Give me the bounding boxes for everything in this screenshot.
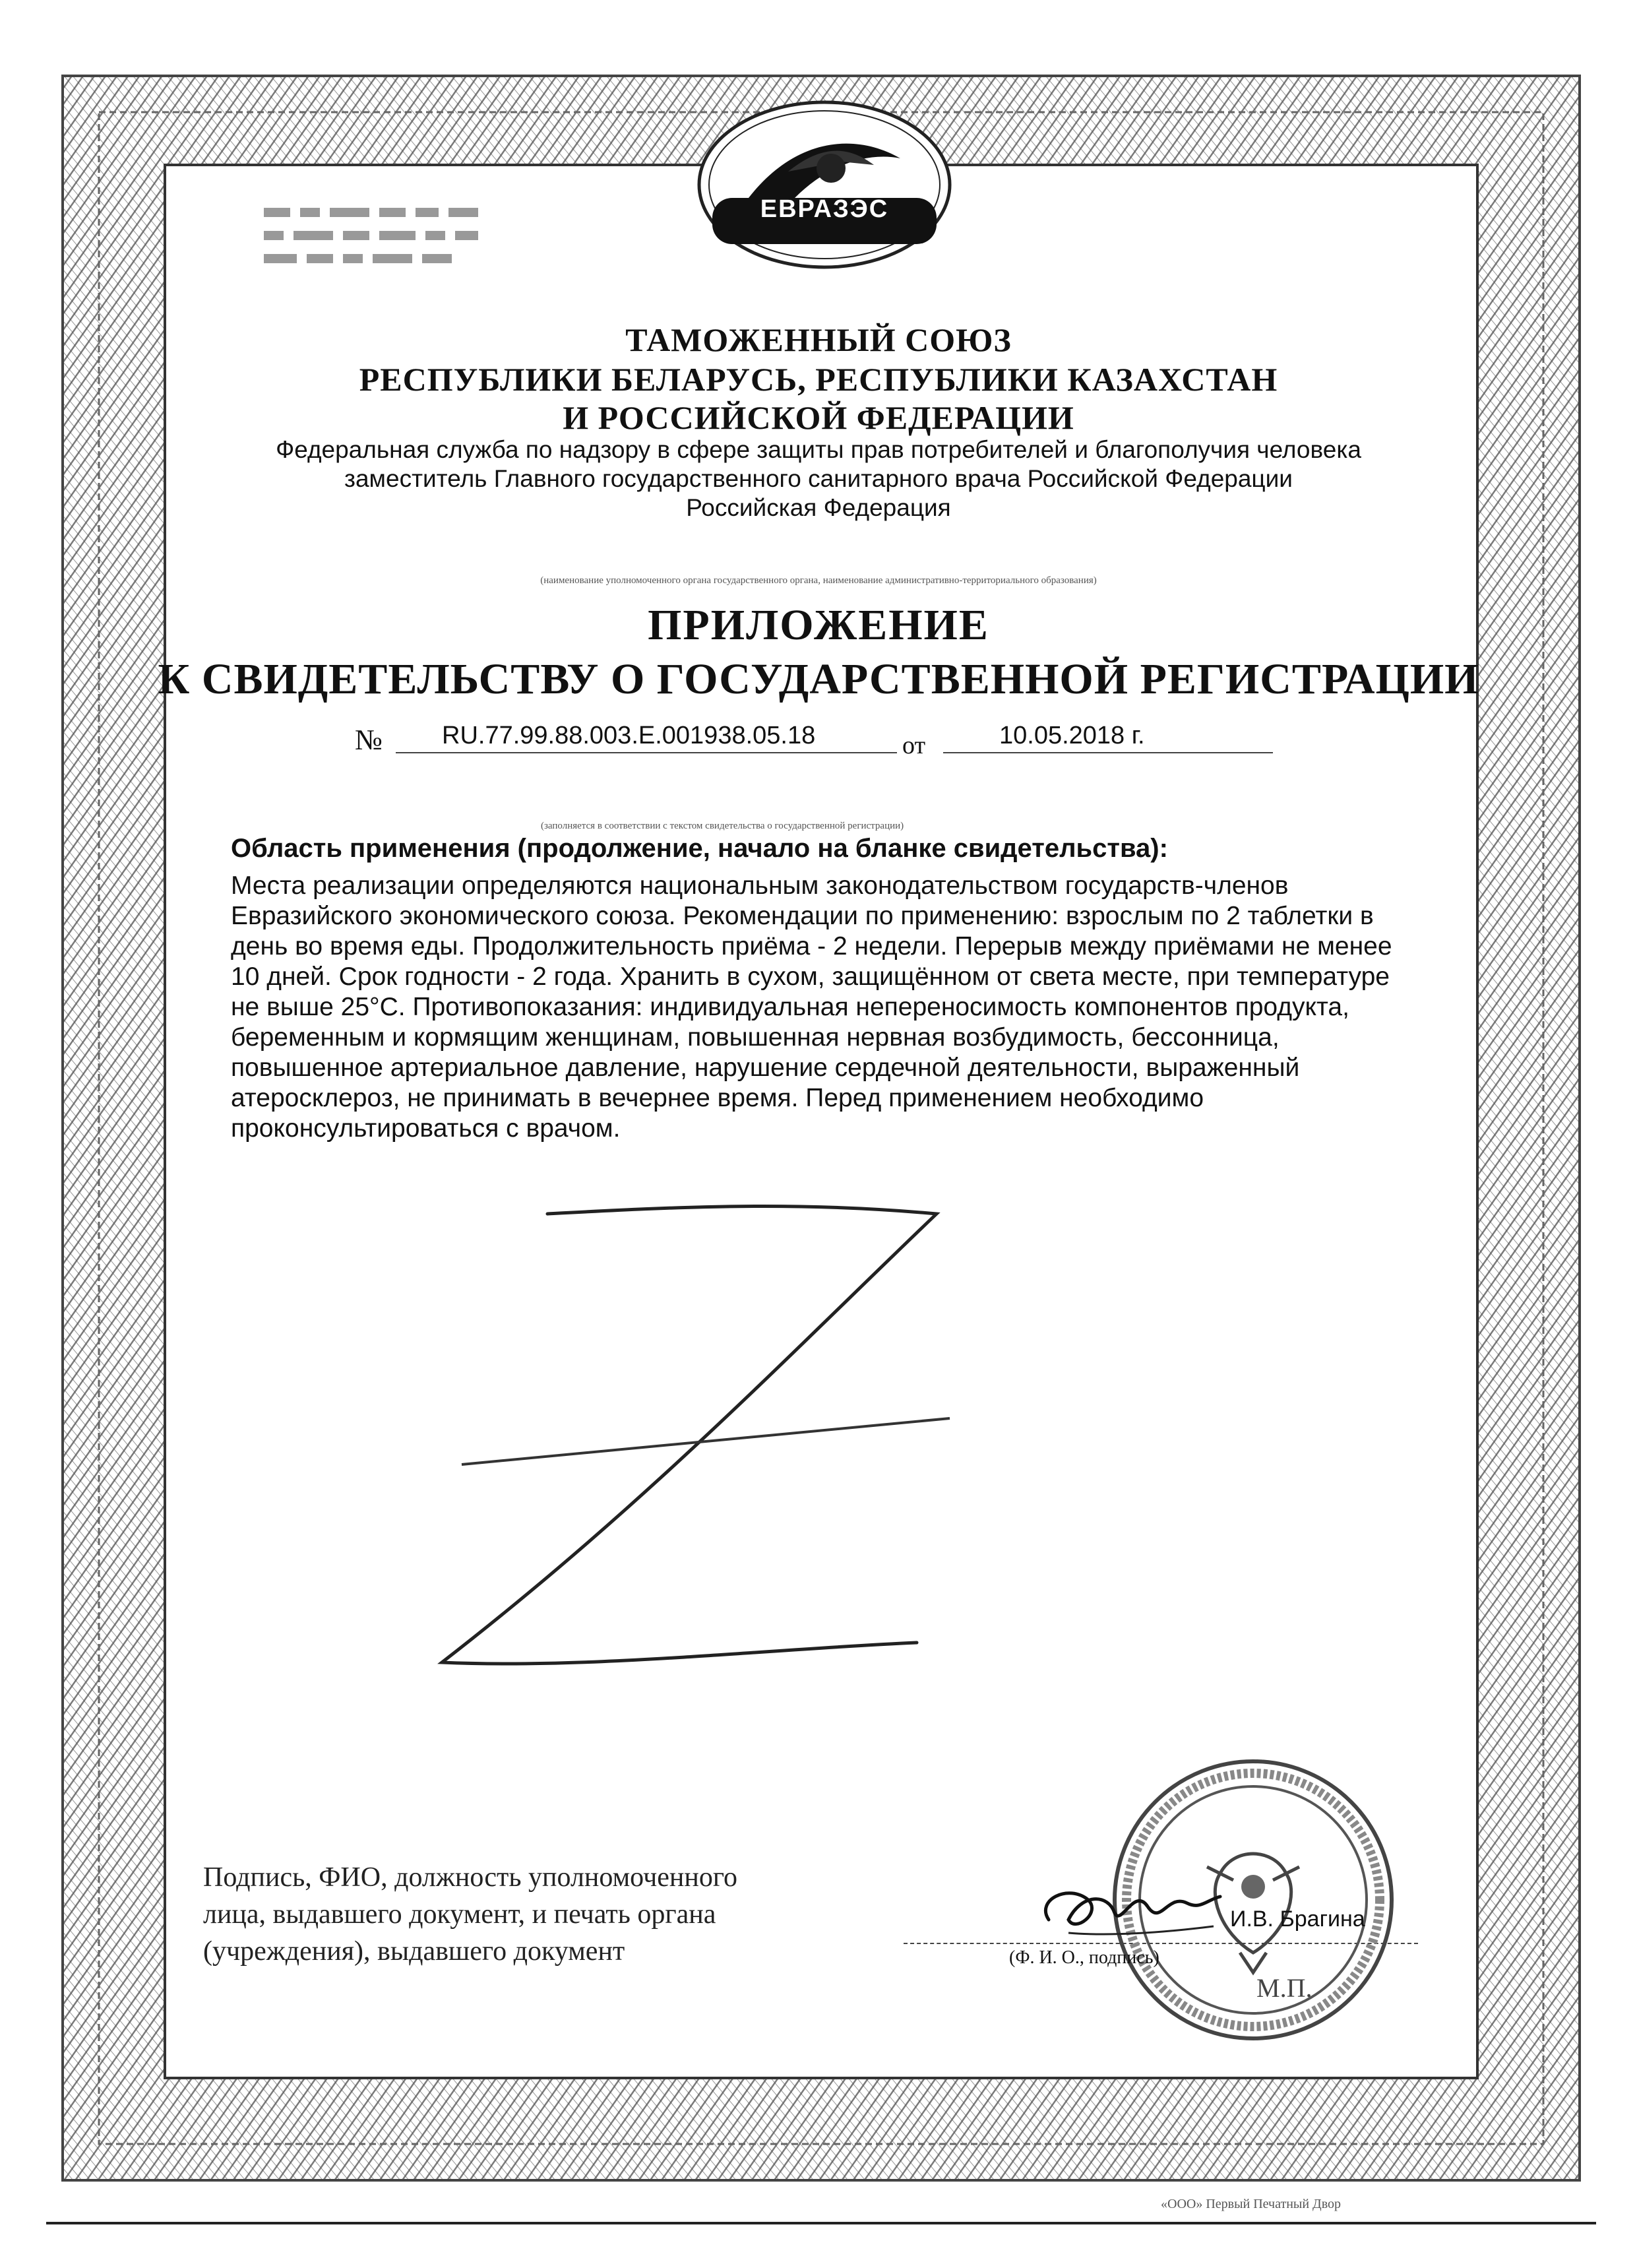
authority-caption: (наименование уполномоченного органа государственного органа, наименование административно-территориального образования) [540, 575, 1097, 586]
date-prefix: от [902, 732, 926, 759]
signature-caption: (Ф. И. О., подпись) [1009, 1947, 1159, 1968]
appendix-subtitle: К СВИДЕТЕЛЬСТВУ О ГОСУДАРСТВЕННОЙ РЕГИСТРАЦИИ [158, 655, 1479, 703]
blank-space-z-mark [396, 1187, 1055, 1702]
number-sign: № [355, 724, 383, 756]
date-underline [943, 752, 1273, 753]
authority-line1: Федеральная служба по надзору в сфере защиты прав потребителей и благополучия человека [276, 436, 1361, 463]
eurasec-emblem-icon [696, 99, 953, 270]
number-underline [396, 752, 897, 753]
handwritten-signature-icon [1029, 1874, 1233, 1953]
member-states-heading-line1: РЕСПУБЛИКИ БЕЛАРУСЬ, РЕСПУБЛИКИ КАЗАХСТАН [359, 361, 1278, 398]
scope-body: Места реализации определяются национальным законодательством государств-членов Евразийского экономического союза. Рекомендации по применению: взрослым по 2 таблетки в день во время еды. Продолжительность приёма - 2 недели. Перерыв между приёмами не менее 10 дней. Срок годности - 2 года. Хранить в сухом, защищённом от света месте, при температуре не выше 25°С. Противопоказания: индивидуальная непереносимость компонентов продукта, беременным и кормящим женщинам, повышенная нервная возбудимость, бессонница, повышенное артериальное давление, нарушение сердечной деятельности, выраженный атеросклероз, не принимать в вечернее время. Перед применением необходимо проконсультироваться с врачом. [231, 871, 1392, 1143]
member-states-heading-line2: И РОССИЙСКОЙ ФЕДЕРАЦИИ [563, 399, 1074, 436]
eurasec-logo-text: ЕВРАЗЭС [760, 195, 889, 223]
registration-number: RU.77.99.88.003.Е.001938.05.18 [442, 722, 816, 749]
authority-line2: заместитель Главного государственного санитарного врача Российской Федерации [344, 465, 1293, 492]
stamp-place-mark: М.П. [1256, 1973, 1313, 2003]
appendix-title: ПРИЛОЖЕНИЕ [648, 601, 989, 649]
printer-imprint: «ООО» Первый Печатный Двор [1161, 2197, 1342, 2211]
authority-line3: Российская Федерация [686, 494, 951, 521]
signer-name: И.В. Брагина [1230, 1906, 1365, 1932]
registration-caption: (заполняется в соответствии с текстом свидетельства о государственной регистрации) [541, 821, 904, 831]
serial-mark-icon [264, 201, 488, 274]
signature-label: Подпись, ФИО, должность уполномоченного лица, выдавшего документ, и печать органа (учреждения), выдавшего документ [203, 1862, 737, 1967]
customs-union-heading: ТАМОЖЕННЫЙ СОЮЗ [625, 321, 1012, 358]
registration-date: 10.05.2018 г. [999, 722, 1145, 749]
scope-heading: Область применения (продолжение, начало на бланке свидетельства): [231, 834, 1168, 863]
